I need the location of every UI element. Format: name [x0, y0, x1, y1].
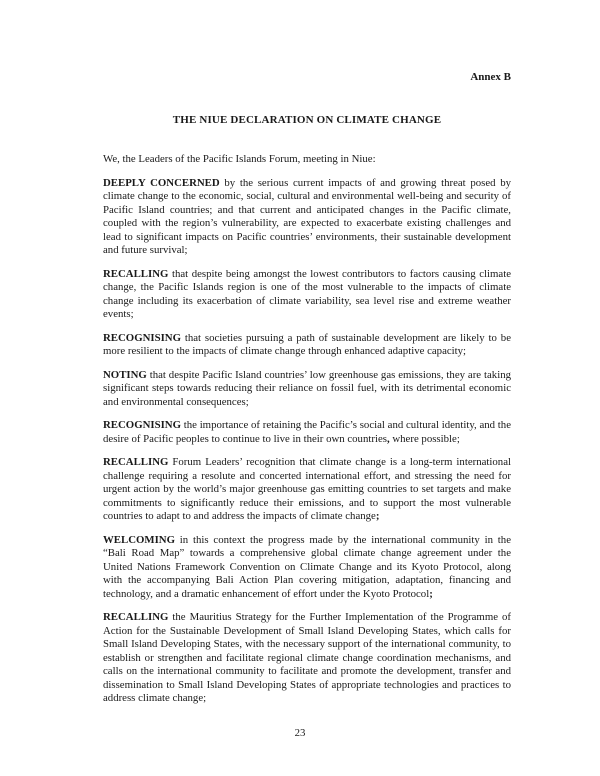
- paragraph-lead: RECALLING: [103, 267, 169, 280]
- paragraph-text: that despite being amongst the lowest contributors to factors causing climate change, the Pacific Islands region is one of the most vulnerable to the impacts of climate change including its exacerbation of climate variability, sea level rise and extreme weather events;: [103, 267, 511, 320]
- paragraph: [103, 611, 511, 706]
- paragraph: [103, 177, 511, 258]
- paragraph-lead: WELCOMING: [103, 533, 175, 546]
- paragraph: [103, 419, 511, 446]
- paragraph-text: by the serious current impacts of and growing threat posed by climate change to the economic, social, cultural and environmental well-being and security of Pacific Island countries; and that current and anticipated changes in the Pacific climate, coupled with the region’s vulnerability, are expected to exacerbate existing challenges and lead to significant impacts on Pacific countries’ environments, their sustainable development and future survival;: [103, 176, 511, 256]
- annex-label: Annex B: [470, 71, 511, 83]
- paragraph-text: where possible;: [389, 432, 460, 445]
- paragraph-lead: RECALLING: [103, 611, 169, 623]
- paragraph-text: that societies pursuing a path of sustainable development are likely to be more resilient to the impacts of climate change through enhanced adaptive capacity;: [103, 331, 511, 357]
- page-title: THE NIUE DECLARATION ON CLIMATE CHANGE: [172, 113, 442, 126]
- paragraph-text: that despite Pacific Island countries’ low greenhouse gas emissions, they are taking significant steps towards reducing their reliance on fossil fuel, with its detrimental economic and environmental consequences;: [103, 368, 511, 408]
- paragraph-bold-punct: ;: [375, 510, 380, 522]
- paragraph: [103, 456, 511, 524]
- paragraph-lead: RECALLING: [103, 456, 169, 468]
- intro-line: We, the Leaders of the Pacific Islands Forum, meeting in Niue:: [103, 153, 376, 165]
- paragraph: [103, 332, 511, 359]
- paragraphs: [103, 177, 511, 706]
- paragraph-lead: DEEPLY CONCERNED: [103, 176, 220, 189]
- paragraph: [103, 369, 511, 410]
- paragraph-lead: RECOGNISING: [103, 419, 181, 431]
- paragraph-bold-punct: ,: [386, 432, 390, 445]
- page-number: 23: [294, 727, 306, 739]
- paragraph-text: in this context the progress made by the international community in the “Bali Road Map” towards a comprehensive global climate change agreement under the United Nations Framework Convention on Climate Change and its Kyoto Protocol, along with the accompanying Bali Action Plan covering mitigation, adaptation, financing and technology, and a dramatic enhancement of effort under the Kyoto Protocol: [103, 533, 511, 600]
- paragraph: [103, 268, 511, 322]
- paragraph-bold-punct: ;: [429, 587, 433, 600]
- paragraph-text: the importance of retaining the Pacific’s social and cultural identity, and the desire of Pacific peoples to continue to live in their own countries: [103, 419, 511, 445]
- paragraph-text: the Mauritius Strategy for the Further Implementation of the Programme of Action for the Sustainable Development of Small Island Developing States, which calls for Small Island Developing States, with the necessary support of the international community, to establish or strengthen and facilitate regional climate change coordination mechanisms, and calls on the international community to facilitate and promote the development, transfer and dissemination to Small Island Developing States of appropriate technologies and practices to address climate change;: [103, 611, 511, 704]
- paragraph: [103, 534, 511, 602]
- paragraph-text: Forum Leaders’ recognition that climate change is a long-term international challenge requiring a resolute and concerted international effort, and stressing the need for urgent action by the world’s major greenhouse gas emitting countries to set targets and make commitments to significantly reduce their emissions, and to support the most vulnerable countries to adapt to and address the impacts of climate change: [103, 456, 511, 522]
- paragraph-lead: NOTING: [103, 368, 147, 381]
- page-content: [103, 0, 511, 706]
- paragraph-lead: RECOGNISING: [103, 331, 181, 344]
